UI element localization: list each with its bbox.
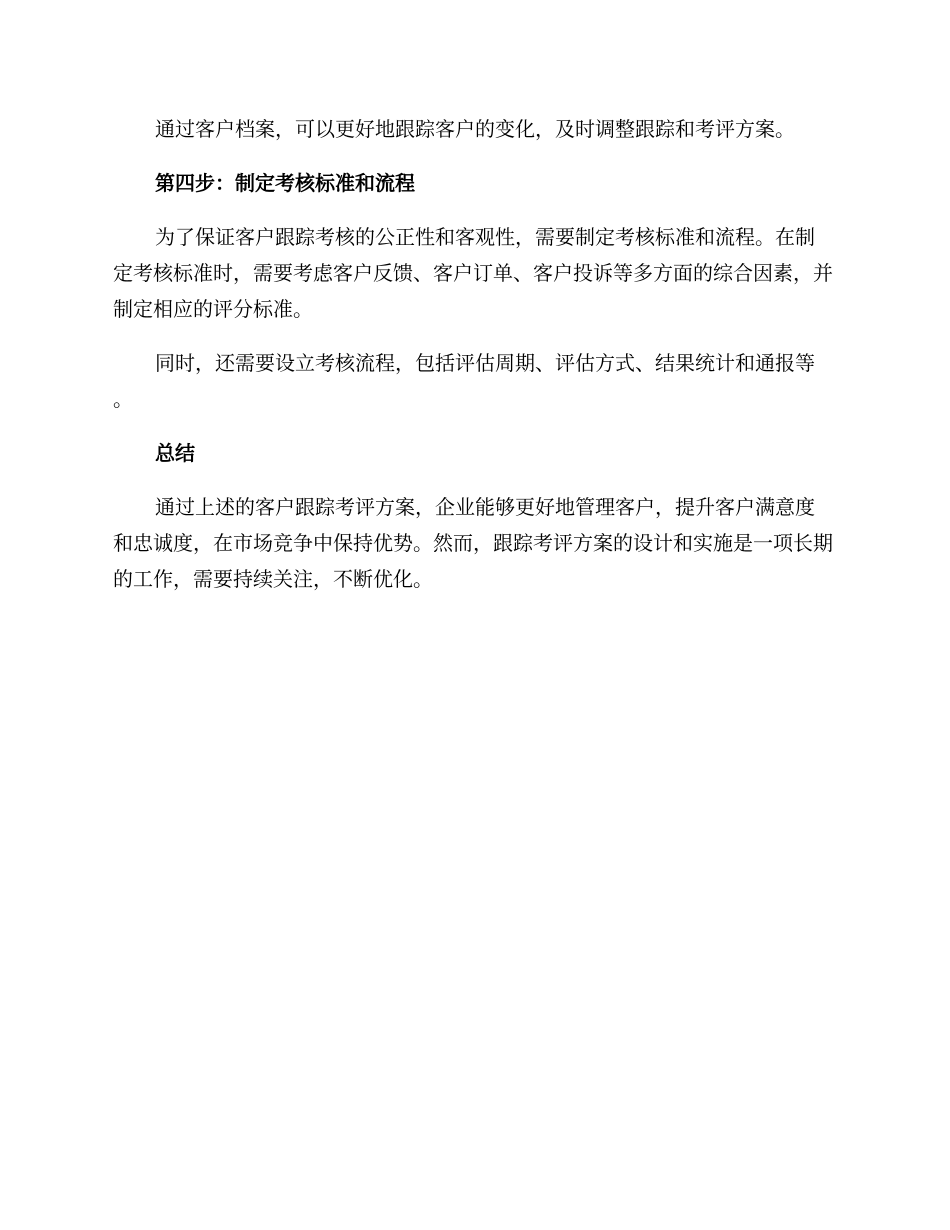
document-body <box>113 111 833 615</box>
paragraph-assessment-process: 同时，还需要设立考核流程，包括评估周期、评估方式、结果统计和通报等。 <box>113 351 815 411</box>
paragraph-assessment-standards: 为了保证客户跟踪考核的公正性和客观性，需要制定考核标准和流程。在制定考核标准时，需要考虑客户反馈、客户订单、客户投诉等多方面的综合因素，并制定相应的评分标准。 <box>113 225 833 321</box>
section-heading-step-four: 第四步：制定考核标准和流程 <box>155 171 415 195</box>
section-heading-summary: 总结 <box>155 441 195 465</box>
paragraph-summary: 通过上述的客户跟踪考评方案，企业能够更好地管理客户，提升客户满意度和忠诚度，在市场竞争中保持优势。然而，跟踪考评方案的设计和实施是一项长期的工作，需要持续关注，不断优化。 <box>113 495 833 591</box>
paragraph-customer-profile: 通过客户档案，可以更好地跟踪客户的变化，及时调整跟踪和考评方案。 <box>155 117 795 141</box>
